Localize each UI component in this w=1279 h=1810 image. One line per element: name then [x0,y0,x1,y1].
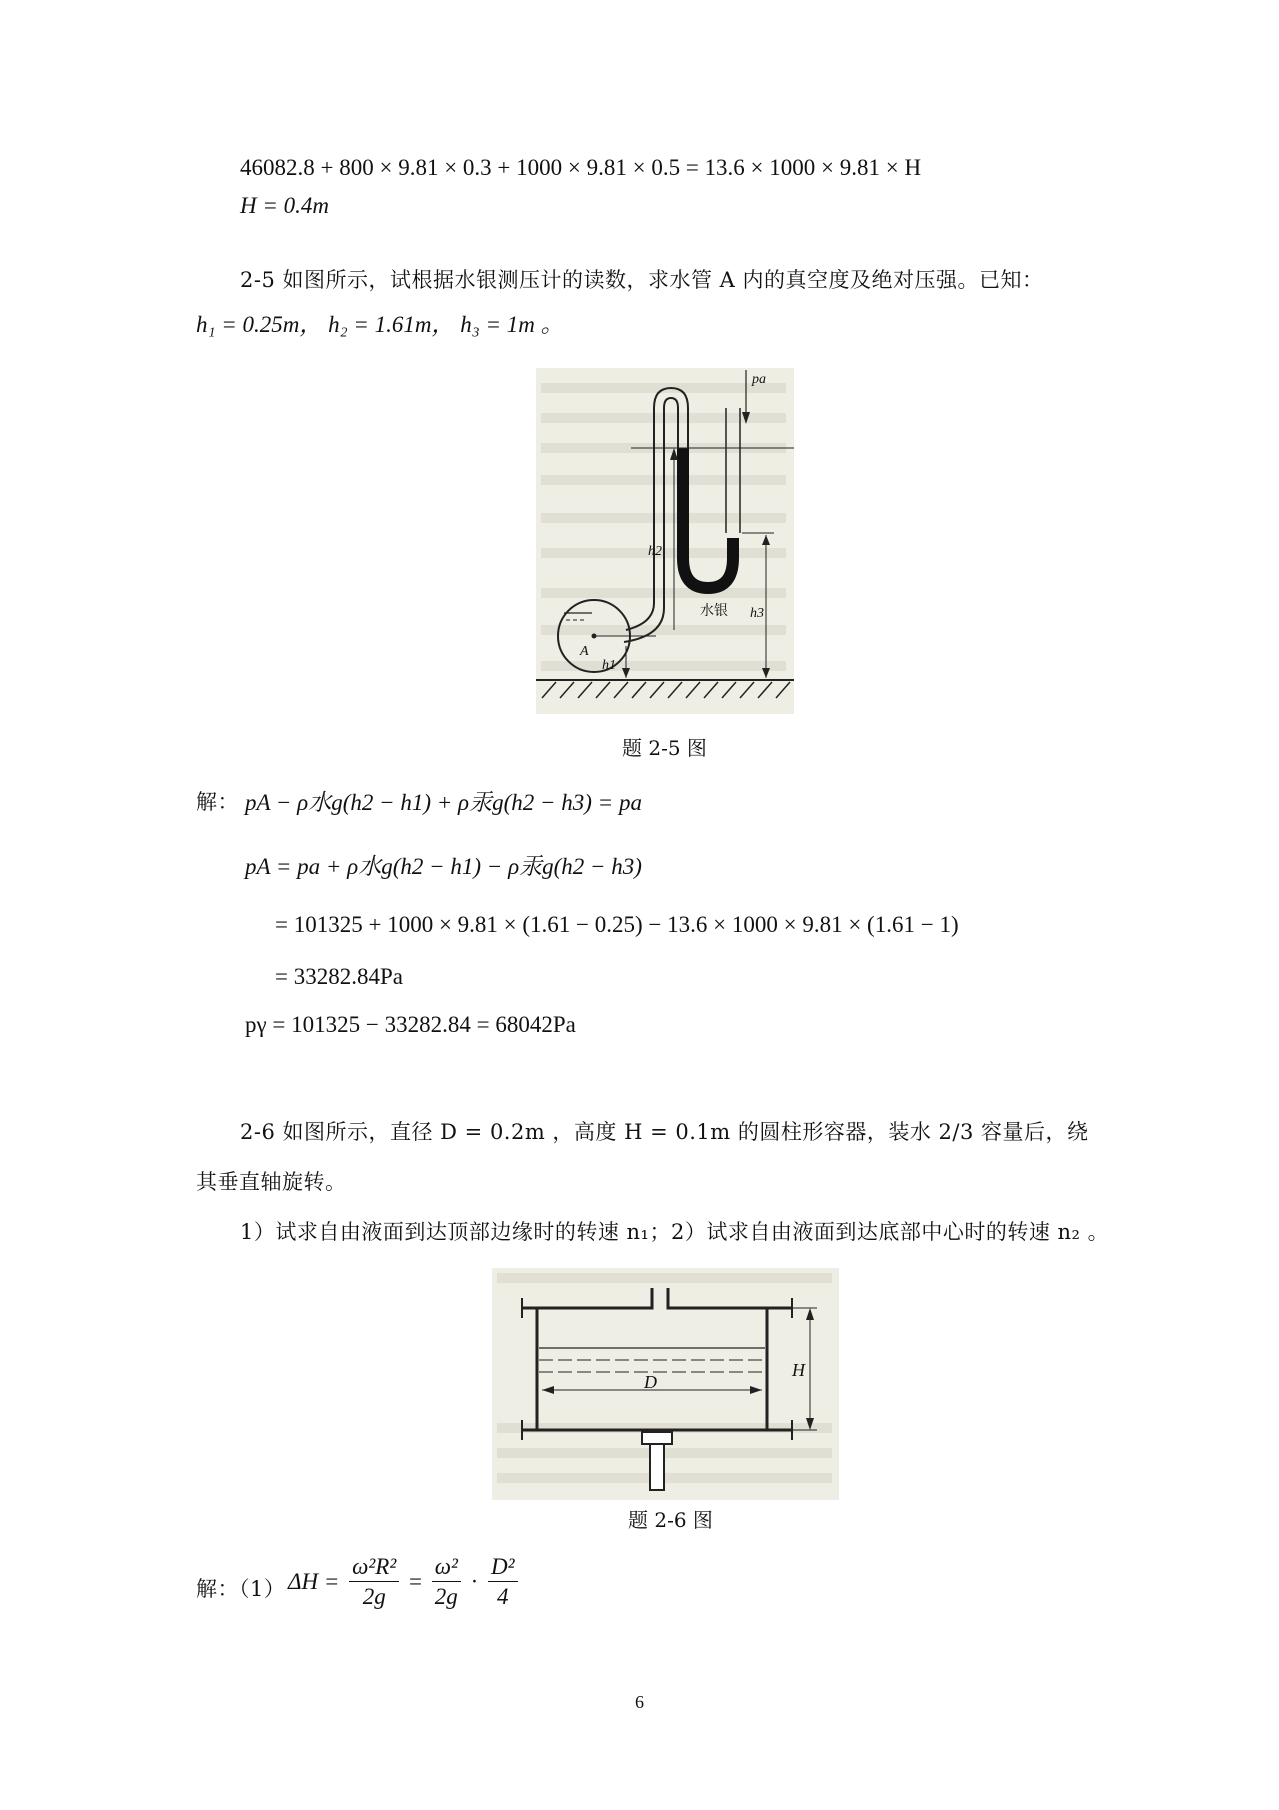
problem-2-6-statement-line-2: 其垂直轴旋转。 [196,1170,347,1194]
fraction-denominator: 2g [434,1584,458,1609]
solution-label-2-5: 解： [196,790,239,814]
equation-text: H = 0.4m [240,193,329,218]
fraction-numerator: ω² [432,1554,461,1582]
problem-2-5-statement: 2-5 如图所示，试根据水银测压计的读数，求水管 A 内的真空度及绝对压强。已知： [240,268,1044,292]
label-D: D [644,1372,657,1392]
solution-2-5-line-2: pA = pa + ρ水g(h2 − h1) − ρ汞g(h2 − h3) [245,854,642,879]
delta-h-lhs: ΔH = [288,1569,340,1594]
equation-text: 46082.8 + 800 × 9.81 × 0.3 + 1000 × 9.81 × 0.5 = 13.6 × 1000 × 9.81 × H [240,155,922,180]
fraction-denominator: 2g [362,1584,386,1609]
problem-2-5-given: h₁ = 0.25m， h₂ = 1.61m， h₃ = 1m 。 [196,312,564,337]
figure-2-6 [492,1268,839,1500]
fraction-numerator: ω²R² [349,1554,399,1582]
figure-2-5 [536,368,794,714]
label-pa: pa [752,372,766,387]
fraction-omega-r [349,1554,399,1610]
solution-2-5-line-1: pA − ρ水g(h2 − h1) + ρ汞g(h2 − h3) = pa [245,790,642,815]
figure-2-6-caption: 题 2-6 图 [628,1508,713,1532]
solution-2-6-line-1 [288,1554,522,1610]
fraction-omega [432,1554,461,1610]
problem-2-6-statement-line-1: 2-6 如图所示，直径 D = 0.2m ，高度 H = 0.1m 的圆柱形容器，装水 2/3 容量后，绕 [240,1120,1089,1144]
label-mercury: 水银 [700,603,728,619]
solution-label-2-6: 解：（1） [196,1577,286,1601]
fraction-d-squared [488,1554,518,1610]
page-number: 6 [635,1692,644,1712]
figure-2-5-caption: 题 2-5 图 [622,736,707,760]
dot-operator: · [470,1569,479,1594]
label-h3: h3 [750,606,764,621]
fraction-numerator: D² [488,1554,518,1582]
solution-2-5-line-3: = 101325 + 1000 × 9.81 × (1.61 − 0.25) − 13.6 × 1000 × 9.81 × (1.61 − 1) [275,912,959,937]
solution-2-5-line-4: = 33282.84Pa [275,964,403,989]
cylinder-container-diagram [492,1268,839,1500]
fraction-denominator: 4 [497,1584,509,1609]
manometer-diagram [536,368,794,714]
label-H: H [792,1360,805,1380]
label-h1: h1 [602,658,616,673]
equation-line-1 [240,155,921,181]
equation-line-2 [240,193,329,219]
problem-2-6-statement-line-3: 1）试求自由液面到达顶部边缘时的转速 n₁；2）试求自由液面到达底部中心时的转速 n₂ 。 [240,1220,1110,1244]
solution-2-5-line-5: pγ = 101325 − 33282.84 = 68042Pa [245,1012,576,1037]
equals-sign: = [408,1569,422,1594]
label-A: A [580,644,589,659]
label-h2: h2 [648,544,662,559]
